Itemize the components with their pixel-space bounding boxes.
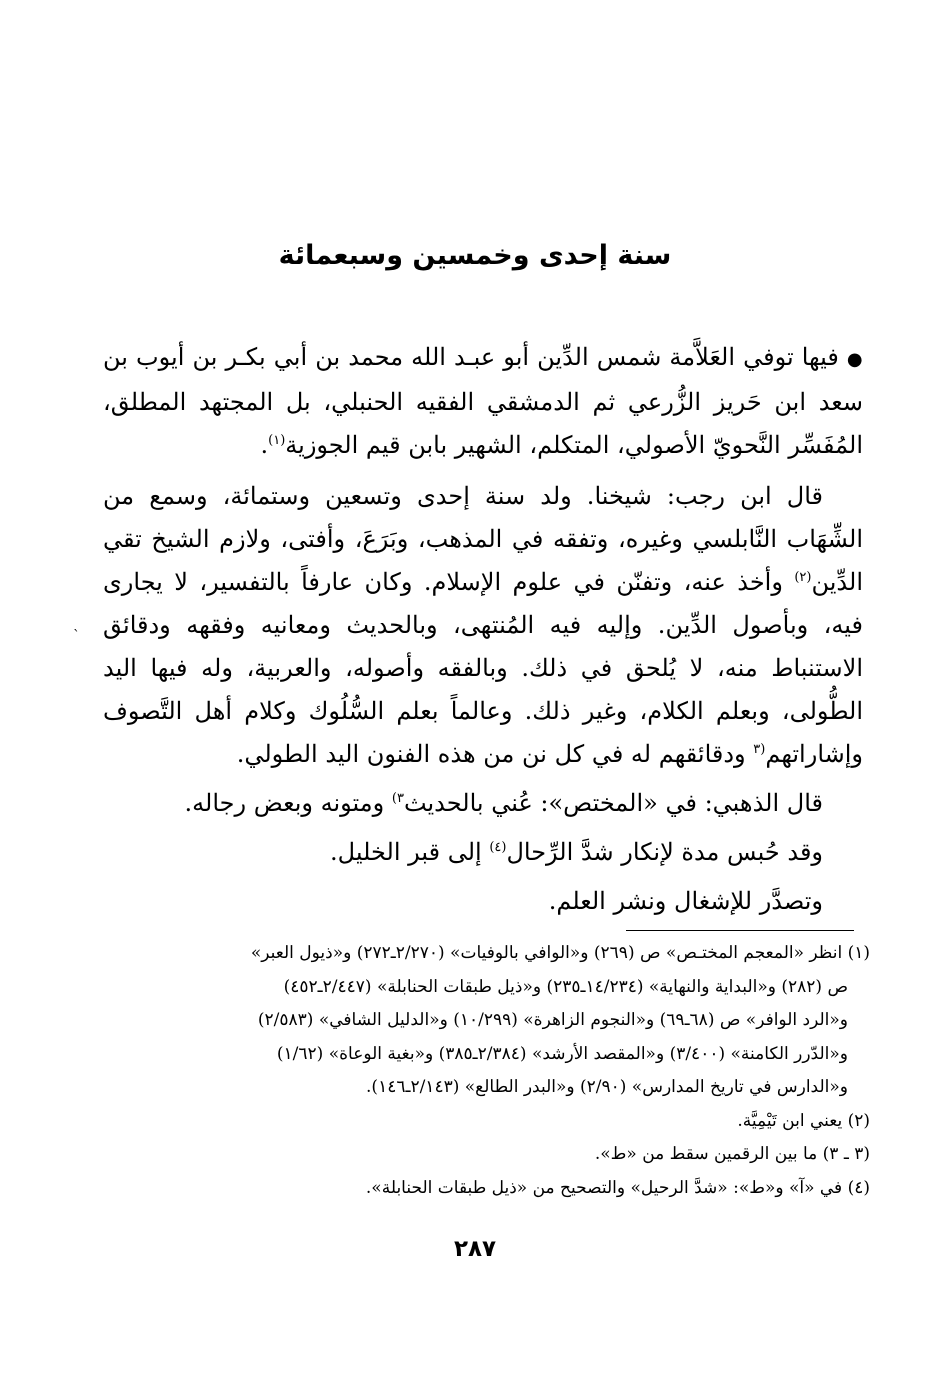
paragraph-2-text-c: ودقائقهم له في كل نن من هذه الفنون اليد الطولي. [236,740,754,768]
footnote-1-line-3: و«الرد الوافر» ص (٦٨ـ٦٩) و«النجوم الزاهرة» (١٠/٢٩٩) و«الدليل الشافي» (٢/٥٨٣) [257,1010,848,1030]
stray-mark: ˋ [73,628,80,644]
footnote-ref-3-end: ٣) [391,791,404,806]
footnote-1-line-4: و«الدّرر الكامنة» (٣/٤٠٠) و«المقصد الأرشد» (٢/٣٨٤ـ٣٨٥) و«بغية الوعاة» (١/٦٢) [276,1043,848,1064]
paragraph-2 [103,475,863,776]
paragraph-2-text-b: وأخذ عنه، وتفنّن في علوم الإسلام. وكان عارفاً بالتفسير، لا يجارى فيه، وبأصول الدِّين. وإليه فيه المُنتهى، وبالحديث ومعانيه وفقهه ودقائق الاستنباط منه، لا يُلحق في ذلك. وبالفقه وأصوله، والعربية، وله فيها اليد الطُّولى، وبعلم الكلام، وغير ذلك. وعالماً بعلم السُّلُوك وكلام أهل التَّصوف وإشاراتهم [103,568,863,768]
bullet-icon: ● [846,349,863,370]
footnote-ref-2: (٢) [794,570,812,585]
paragraph-4 [103,831,863,874]
page-title: سنة إحدى وخمسين وسبعمائة [278,240,672,271]
paragraph-1-text: فيها توفي العَلاَّمة شمس الدِّين أبو عبـد الله محمد بن أبي بكـر بن أيوب بن سعد ابن حَريز الزُّرعي ثم الدمشقي الفقيه الحنبلي، بل المجتهد المطلق، المُفَسِّر النَّحويّ الأصولي، المتكلم، الشهير بابن قيم الجوزية [103,343,863,459]
footnote-ref-1: (١) [268,433,286,448]
paragraph-5-text: وتصدَّر للإشغال ونشر العلم. [548,887,823,915]
footnote-2: (٢) يعني ابن تَيْمِيَّة. [737,1110,870,1131]
paragraph-3-text-a: قال الذهبي: في «المختص»: عُني بالحديث [403,789,823,817]
footnote-1-line-1: (١) انظر «المعجم المختـص» ص (٢٦٩) و«الوافي بالوفيات» (٢/٢٧٠ـ٢٧٢) و«ذيول العبر» [250,943,870,963]
page-number: ٢٨٧ [453,1236,497,1262]
footnote-separator [626,930,854,931]
footnote-4: (٤) في «آ» و«ط»: «شدَّ الرحيل» والتصحيح من «ذيل طبقات الحنابلة». [365,1177,870,1198]
paragraph-1-end: . [260,431,269,459]
footnote-1-line-2: ص (٢٨٢) و«البداية والنهاية» (١٤/٢٣٤ـ٢٣٥) و«ذيل طبقات الحنابلة» (٢/٤٤٧ـ٤٥٢) [283,976,848,997]
paragraph-4-text-a: وقد حُبس مدة لإنكار شدَّ الرِّحال [506,838,823,866]
footnote-ref-4: (٤) [489,840,507,855]
paragraph-3 [103,782,863,825]
footnote-3: (٣ ـ ٣) ما بين الرقمين سقط من «ط». [594,1144,870,1164]
main-text [103,336,863,929]
footnotes [100,937,870,1205]
paragraph-4-text-b: إلى قبر الخليل. [330,838,490,866]
paragraph-1 [103,336,863,467]
footnote-ref-3-start: (٣ [753,742,766,757]
paragraph-5 [103,880,863,923]
footnote-1-line-5: و«الدارس في تاريخ المدارس» (٢/٩٠) و«البدر الطالع» (٢/١٤٣ـ١٤٦). [366,1077,848,1097]
paragraph-3-text-b: ومتونه وبعض رجاله. [184,789,392,817]
paragraph-2-text-a: قال ابن رجب: شيخنا. ولد سنة إحدى وتسعين وستمائة، وسمع من الشِّهَاب النَّابلسي وغيره، وتفقه في المذهب، وبَرَعَ، وأفتى، ولازم الشيخ تقي الدِّين [103,482,863,596]
